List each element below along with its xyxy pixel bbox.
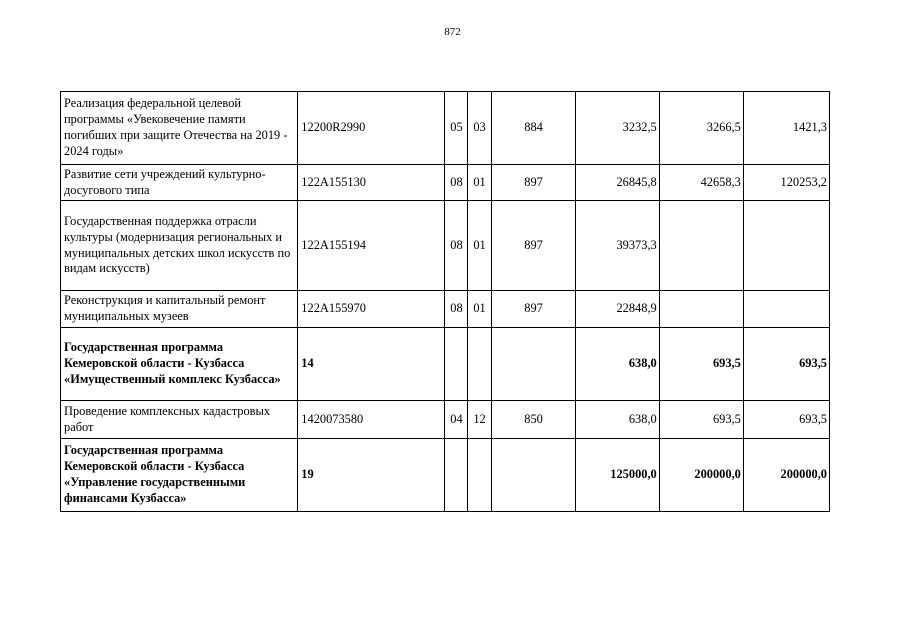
target-article-code: 19	[298, 439, 445, 512]
amount-year-1: 638,0	[575, 401, 659, 439]
expense-type-code: 897	[491, 165, 575, 201]
row-name: Реконструкция и капитальный ремонт муниципальных музеев	[61, 291, 298, 328]
amount-year-3	[743, 291, 829, 328]
target-article-code: 12200R2990	[298, 92, 445, 165]
budget-table	[60, 91, 830, 512]
amount-year-1: 638,0	[575, 328, 659, 401]
section-code: 08	[445, 201, 467, 291]
row-name: Развитие сети учреждений культурно-досугового типа	[61, 165, 298, 201]
row-name: Реализация федеральной целевой программы «Увековечение памяти погибших при защите Отечества на 2019 - 2024 годы»	[61, 92, 298, 165]
expense-type-code: 897	[491, 291, 575, 328]
amount-year-1: 39373,3	[575, 201, 659, 291]
amount-year-1: 26845,8	[575, 165, 659, 201]
amount-year-2: 3266,5	[659, 92, 743, 165]
amount-year-2: 42658,3	[659, 165, 743, 201]
target-article-code: 122A155194	[298, 201, 445, 291]
amount-year-3: 693,5	[743, 328, 829, 401]
subsection-code: 01	[467, 201, 491, 291]
amount-year-2: 693,5	[659, 401, 743, 439]
amount-year-3: 1421,3	[743, 92, 829, 165]
expense-type-code: 884	[491, 92, 575, 165]
subsection-code: 01	[467, 165, 491, 201]
expense-type-code: 897	[491, 201, 575, 291]
amount-year-3: 120253,2	[743, 165, 829, 201]
amount-year-1: 3232,5	[575, 92, 659, 165]
subsection-code: 03	[467, 92, 491, 165]
table-row	[61, 401, 830, 439]
target-article-code: 14	[298, 328, 445, 401]
subsection-code: 01	[467, 291, 491, 328]
amount-year-1: 22848,9	[575, 291, 659, 328]
amount-year-2	[659, 291, 743, 328]
amount-year-2: 693,5	[659, 328, 743, 401]
amount-year-3: 200000,0	[743, 439, 829, 512]
table-row	[61, 92, 830, 165]
section-code: 08	[445, 165, 467, 201]
section-code: 05	[445, 92, 467, 165]
amount-year-3: 693,5	[743, 401, 829, 439]
section-code: 04	[445, 401, 467, 439]
table-row	[61, 165, 830, 201]
table-row	[61, 439, 830, 512]
section-code: 08	[445, 291, 467, 328]
row-name: Государственная программа Кемеровской области - Кузбасса «Имущественный комплекс Кузбасса»	[61, 328, 298, 401]
target-article-code: 122A155130	[298, 165, 445, 201]
amount-year-2: 200000,0	[659, 439, 743, 512]
expense-type-code	[491, 439, 575, 512]
table-row	[61, 201, 830, 291]
expense-type-code	[491, 328, 575, 401]
expense-type-code: 850	[491, 401, 575, 439]
amount-year-3	[743, 201, 829, 291]
subsection-code	[467, 439, 491, 512]
amount-year-2	[659, 201, 743, 291]
row-name: Государственная поддержка отрасли культуры (модернизация региональных и муниципальных детских школ искусств по видам искусств)	[61, 201, 298, 291]
amount-year-1: 125000,0	[575, 439, 659, 512]
subsection-code	[467, 328, 491, 401]
section-code	[445, 439, 467, 512]
row-name: Проведение комплексных кадастровых работ	[61, 401, 298, 439]
table-row	[61, 328, 830, 401]
subsection-code: 12	[467, 401, 491, 439]
row-name: Государственная программа Кемеровской области - Кузбасса «Управление государственными финансами Кузбасса»	[61, 439, 298, 512]
target-article-code: 1420073580	[298, 401, 445, 439]
table-row	[61, 291, 830, 328]
target-article-code: 122A155970	[298, 291, 445, 328]
page-number: 872	[444, 26, 461, 38]
section-code	[445, 328, 467, 401]
